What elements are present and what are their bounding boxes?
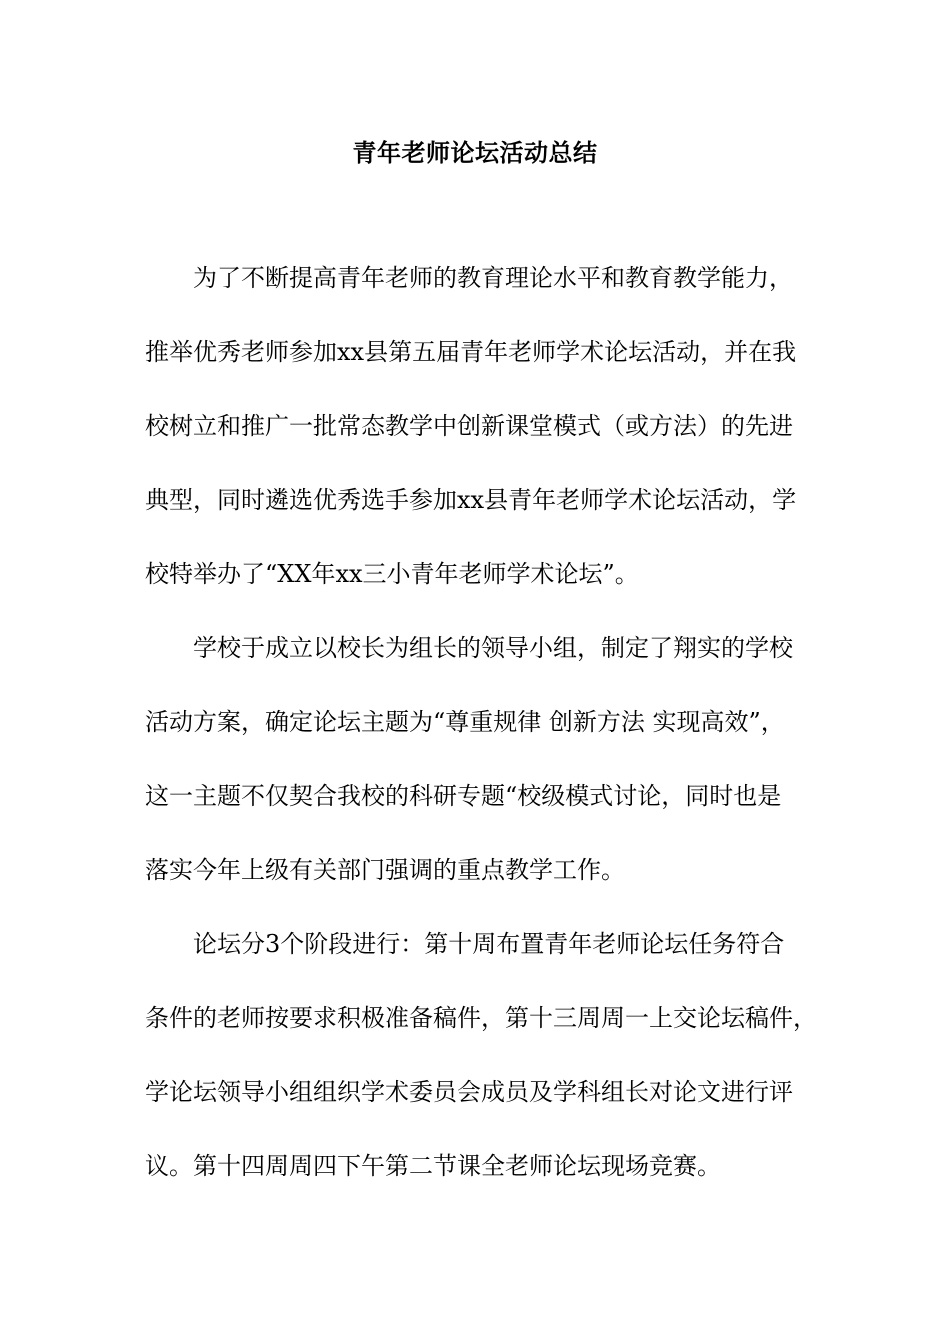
paragraph-3-line-2: 条件的老师按要求积极准备稿件，第十三周周一上交论坛稿件， [145, 1004, 817, 1032]
paragraph-1-line-5: 校特举办了“XX年xx三小青年老师学术论坛”。 [145, 560, 639, 588]
document-title: 青年老师论坛活动总结 [352, 139, 598, 167]
paragraph-1-line-3: 校树立和推广一批常态教学中创新课堂模式（或方法）的先进 [145, 412, 793, 440]
paragraph-2-line-2: 活动方案，确定论坛主题为“尊重规律 创新方法 实现高效”， [145, 708, 785, 736]
paragraph-2-line-1: 学校于成立以校长为组长的领导小组，制定了翔实的学校 [193, 634, 793, 662]
paragraph-1-line-4: 典型，同时遴选优秀选手参加xx县青年老师学术论坛活动，学 [145, 486, 797, 514]
paragraph-3-line-1: 论坛分3个阶段进行：第十周布置青年老师论坛任务符合 [193, 930, 785, 958]
paragraph-1-line-1: 为了不断提高青年老师的教育理论水平和教育教学能力， [193, 264, 793, 292]
paragraph-2-line-3: 这一主题不仅契合我校的科研专题“校级模式讨论，同时也是 [145, 782, 782, 810]
paragraph-3-line-4: 议。第十四周周四下午第二节课全老师论坛现场竞赛。 [145, 1152, 721, 1180]
paragraph-1-line-2: 推举优秀老师参加xx县第五届青年老师学术论坛活动，并在我 [145, 338, 797, 366]
paragraph-3-line-3: 学论坛领导小组组织学术委员会成员及学科组长对论文进行评 [145, 1078, 793, 1106]
paragraph-2-line-4: 落实今年上级有关部门强调的重点教学工作。 [145, 856, 625, 884]
